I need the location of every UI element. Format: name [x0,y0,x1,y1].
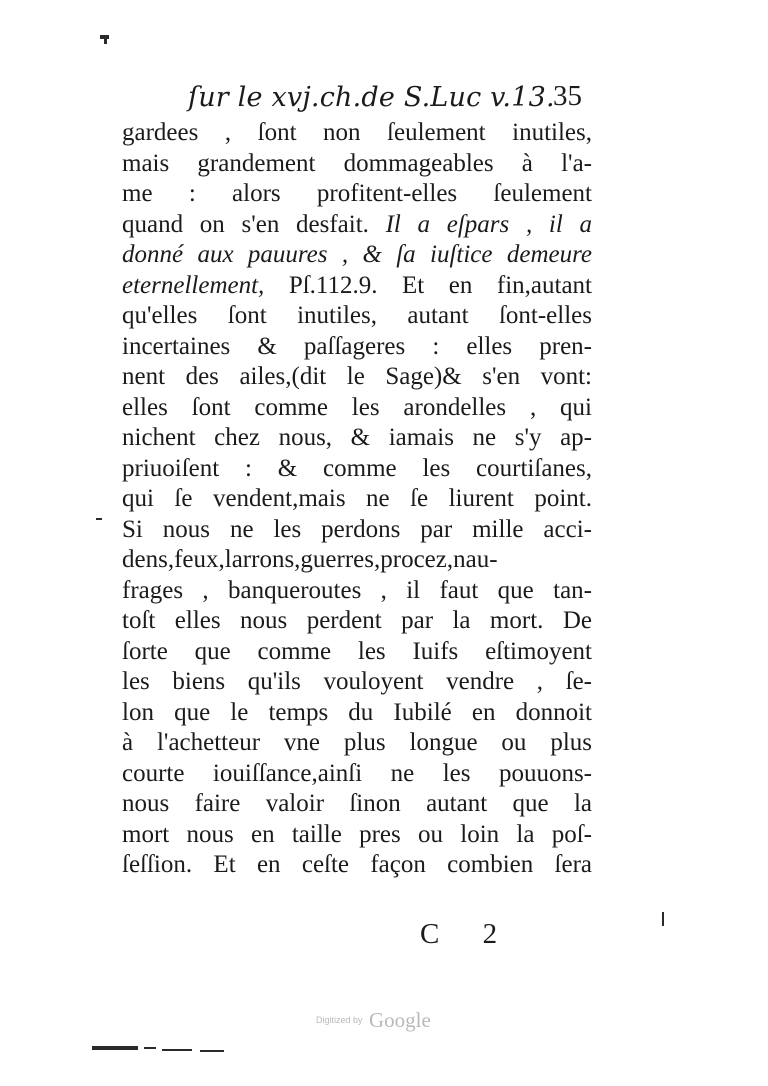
text-run: Pſ.112.9. Et en fin,autant [264,271,592,299]
text-run: nous faire valoir ſinon autant que la [122,790,592,817]
text-line [122,179,592,210]
text-run: gardees , ſont non ſeulement inutiles, [122,119,592,146]
text-run: Si nous ne les perdons par mille acci- [122,515,592,543]
body-text [122,118,592,881]
ink-speck [662,912,664,926]
text-run: frages , banqueroutes , il faut que tan- [122,576,592,604]
text-line [122,393,592,424]
text-line [122,698,592,729]
text-run: dens,feux,larrons,guerres,procez,nau- [122,546,498,573]
ink-speck [92,1046,138,1050]
italic-text-run: Il a eſpars , il a [385,210,592,238]
text-run: courte iouiſſance,ainſi ne les pouuons- [122,759,592,787]
text-line [122,667,592,698]
text-run: à l'achetteur vne plus longue ou plus [122,729,592,756]
text-line [122,362,592,393]
text-line [122,789,592,820]
text-line [122,210,592,241]
text-line [122,301,592,332]
text-line [122,820,592,851]
ink-speck [144,1047,156,1049]
google-logo: Google [368,1008,431,1032]
italic-text-run: eternellement, [122,271,265,299]
text-run: priuoiſent : & comme les courtiſanes, [122,454,592,482]
text-line [122,545,592,576]
text-run: ſeſſion. Et en ceſte façon combien ſera [122,851,592,878]
text-run: qui ſe vendent,mais ne ſe liurent point. [122,485,592,512]
signature-mark: C 2 [420,918,516,950]
text-line [122,606,592,637]
text-run: me : alors profitent-elles ſeulement [122,180,592,207]
text-run: qu'elles ſont inutiles, autant ſont-elles [122,302,592,329]
text-run: incertaines & paſſageres : elles pren- [122,332,592,360]
running-header [188,78,588,118]
text-line [122,332,592,363]
text-line [122,454,592,485]
text-run: ſorte que comme les Iuifs eſtimoyent [122,637,592,665]
text-line [122,759,592,790]
text-run: nichent chez nous, & iamais ne s'y ap- [122,424,592,451]
text-line [122,576,592,607]
italic-text-run: donné aux pauures , & ſa iuſtice demeure [122,241,592,268]
text-line [122,118,592,149]
running-title: ſur le xvj.ch.de S.Luc v.13. [188,82,555,113]
text-line [122,850,592,881]
digitized-watermark [316,1008,431,1033]
text-run: mort nous en taille pres ou loin la poſ- [122,820,592,848]
text-line [122,240,592,271]
text-run: les biens qu'ils vouloyent vendre , ſe- [122,668,592,695]
text-run: mais grandement dommageables à l'a- [122,149,592,177]
text-run: quand on s'en desfait. [122,210,386,238]
text-line [122,149,592,180]
text-run: lon que le temps du Iubilé en donnoit [122,698,592,726]
ink-speck [162,1049,192,1051]
text-run: toſt elles nous perdent par la mort. De [122,607,592,634]
text-line [122,423,592,454]
text-line [122,484,592,515]
digitized-by-label: Digitized by [316,1015,363,1025]
page-number: 35 [553,80,582,112]
ink-speck [104,39,107,44]
text-line [122,271,592,302]
text-run: elles ſont comme les arondelles , qui [122,393,592,421]
text-line [122,728,592,759]
ink-speck [200,1050,224,1052]
ink-speck [96,518,102,520]
text-line [122,515,592,546]
text-run: nent des ailes,(dit le Sage)& s'en vont: [122,363,592,390]
text-line [122,637,592,668]
